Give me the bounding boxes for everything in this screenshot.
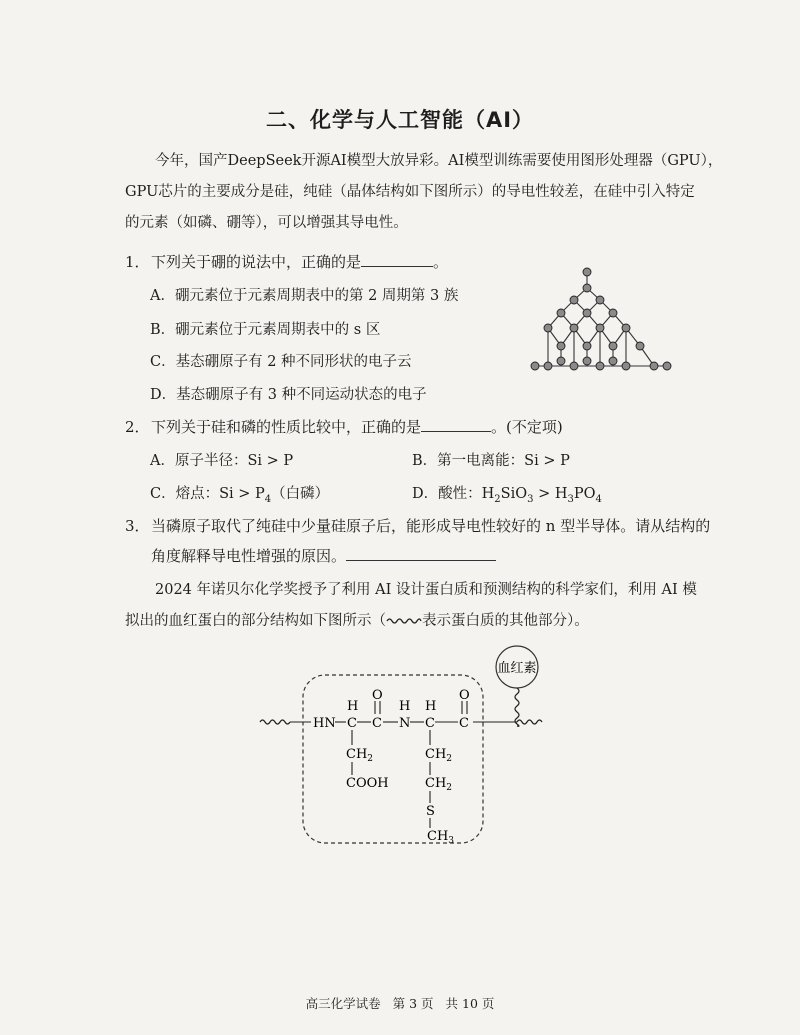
wavy-line-icon: [386, 616, 422, 626]
exam-name: 高三化学试卷: [305, 996, 381, 1011]
carbonyl-carbon-2: C: [459, 716, 469, 731]
q1-option-b: B．硼元素位于元素周期表中的 s 区: [150, 322, 381, 338]
option-text: C．熔点：Si > P: [150, 486, 265, 502]
intro-line: 的元素（如磷、硼等），可以增强其导电性。: [125, 215, 408, 231]
passage-2: [125, 575, 695, 637]
alpha-carbon-2: C: [425, 716, 435, 731]
option-text: SiO: [500, 486, 528, 502]
option-text: （白磷）: [271, 486, 330, 502]
q1-option-c: C．基态硼原子有 2 种不同形状的电子云: [150, 354, 412, 370]
methyl-label: $CH_3$: [427, 829, 455, 845]
question-stem: 角度解释导电性增强的原因。: [151, 547, 347, 565]
wavy-chain-right: [517, 720, 542, 724]
option-text: PO: [573, 486, 596, 502]
side-chain-ch2: $CH_2$: [346, 747, 374, 764]
h-label: H: [399, 699, 411, 714]
intro-line: 今年，国产DeepSeek开源AI模型大放异彩。AI模型训练需要使用图形处理器（GPU），: [155, 153, 723, 169]
h-label: H: [347, 699, 359, 714]
subscript: 3: [527, 493, 534, 505]
amide-nitrogen: N: [399, 716, 411, 731]
question-2: [125, 416, 563, 437]
question-stem: 下列关于硼的说法中，正确的是: [151, 253, 362, 271]
q2-option-c: [150, 482, 329, 505]
carboxyl-label: COOH: [346, 776, 389, 791]
option-text: D．酸性：H: [412, 486, 495, 502]
passage-text: 拟出的血红蛋白的部分结构如下图所示（: [125, 613, 386, 629]
section-title: 二、化学与人工智能（AI）: [265, 108, 535, 132]
side-chain-ch2: $CH_2$: [425, 776, 453, 793]
question-end: 。: [433, 253, 449, 271]
wavy-chain-left: [260, 720, 290, 724]
carbonyl-carbon-1: C: [372, 716, 382, 731]
answer-blank[interactable]: [346, 546, 496, 561]
q2-option-b: [412, 449, 570, 470]
subscript: 3: [567, 493, 574, 505]
q1-option-a: A．硼元素位于元素周期表中的第 2 周期第 3 族: [150, 288, 459, 304]
question-3-line2: [151, 545, 496, 566]
sulfur-label: S: [426, 804, 435, 819]
carbonyl-oxygen-1: O: [372, 688, 383, 703]
page-number: 第 3 页: [392, 996, 434, 1011]
dashed-box: [303, 675, 483, 843]
option-text: B．第一电离能：Si > P: [412, 453, 570, 469]
option-text: > H: [533, 486, 568, 502]
option-text: A．原子半径：Si > P: [150, 453, 294, 469]
q1-option-d: D．基态硼原子有 3 种不同运动状态的电子: [150, 387, 427, 403]
h-label: H: [425, 699, 437, 714]
q2-option-d: [412, 482, 602, 505]
question-number: 3．: [125, 517, 150, 535]
subscript: 4: [264, 493, 272, 505]
subscript: 2: [494, 493, 501, 505]
question-stem: 下列关于硅和磷的性质比较中，正确的是: [151, 418, 422, 436]
question-3: [125, 515, 710, 536]
alpha-carbon-1: C: [347, 716, 357, 731]
question-1: [125, 251, 448, 272]
passage-line: [125, 606, 695, 637]
page-footer: [0, 994, 800, 1012]
heme-label: 血红素: [497, 661, 537, 676]
carbonyl-oxygen-2: O: [459, 688, 470, 703]
total-pages: 共 10 页: [445, 996, 495, 1011]
answer-blank[interactable]: [421, 417, 491, 432]
side-chain-ch2: $CH_2$: [425, 747, 453, 764]
question-number: 2．: [125, 418, 150, 436]
silicon-crystal-figure: [530, 266, 675, 381]
question-stem: 当磷原子取代了纯硅中少量硅原子后，能形成导电性较好的 n 型半导体。请从结构的: [151, 517, 711, 535]
amine-nh-label: HN: [313, 716, 336, 731]
subscript: 4: [595, 493, 602, 505]
question-end: 。(不定项): [491, 418, 563, 436]
hemoglobin-structure-figure: [255, 645, 555, 845]
passage-text: 表示蛋白质的其他部分）。: [422, 613, 589, 629]
q2-option-a: [150, 449, 293, 470]
passage-line: 2024 年诺贝尔化学奖授予了利用 AI 设计蛋白质和预测结构的科学家们，利用 AI 模: [155, 582, 697, 598]
intro-paragraph: [125, 146, 723, 239]
intro-line: GPU芯片的主要成分是硅，纯硅（晶体结构如下图所示）的导电性较差，在硅中引入特定: [125, 184, 695, 200]
question-number: 1．: [125, 253, 150, 271]
answer-blank[interactable]: [361, 252, 433, 267]
